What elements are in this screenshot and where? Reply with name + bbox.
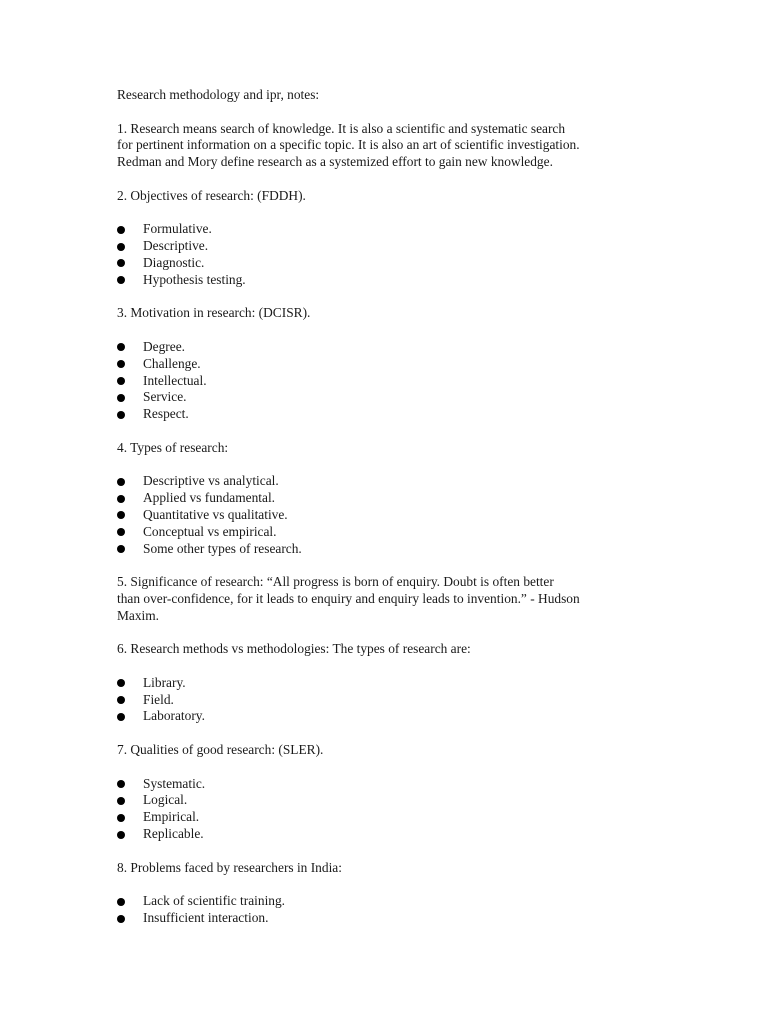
list-item — [117, 708, 657, 725]
section-3-bullet-list — [117, 221, 657, 288]
list-item-text: Descriptive. — [143, 238, 209, 254]
bullet-icon — [117, 898, 125, 906]
bullet-icon — [117, 276, 125, 284]
list-item-text: Conceptual vs empirical. — [143, 523, 277, 539]
list-item — [117, 792, 657, 809]
bullet-icon — [117, 797, 125, 805]
list-item — [117, 238, 657, 255]
bullet-icon — [117, 831, 125, 839]
bullet-icon — [117, 343, 125, 351]
bullet-icon — [117, 679, 125, 687]
document-title: Research methodology and ipr, notes: — [117, 87, 320, 102]
document-body — [117, 87, 657, 944]
list-item-text: Service. — [143, 389, 187, 405]
list-item — [117, 406, 657, 423]
list-item — [117, 541, 657, 558]
section-5-bullet-list — [117, 339, 657, 423]
bullet-icon — [117, 259, 125, 267]
bullet-icon — [117, 545, 125, 553]
section-14-bullet-list — [117, 893, 657, 927]
list-item — [117, 356, 657, 373]
bullet-icon — [117, 495, 125, 503]
section-1-paragraph — [117, 121, 657, 171]
list-item-text: Quantitative vs qualitative. — [143, 506, 288, 522]
list-item-text: Applied vs fundamental. — [143, 490, 276, 506]
list-item — [117, 339, 657, 356]
bullet-icon — [117, 713, 125, 721]
bullet-icon — [117, 814, 125, 822]
bullet-icon — [117, 780, 125, 788]
list-item-text: Some other types of research. — [143, 540, 302, 556]
paragraph-line: 4. Types of research: — [117, 439, 229, 455]
paragraph-line: 7. Qualities of good research: (SLER). — [117, 742, 324, 758]
list-item — [117, 255, 657, 272]
list-item — [117, 893, 657, 910]
paragraph-line: 5. Significance of research: “All progress is born of enquiry. Doubt is often better — [117, 574, 554, 590]
list-item — [117, 675, 657, 692]
paragraph-line: for pertinent information on a specific topic. It is also an art of scientific investigation. — [117, 137, 580, 153]
list-item — [117, 692, 657, 709]
list-item-text: Hypothesis testing. — [143, 271, 246, 287]
bullet-icon — [117, 511, 125, 519]
bullet-icon — [117, 394, 125, 402]
section-12-bullet-list — [117, 776, 657, 843]
list-item — [117, 272, 657, 289]
paragraph-line: 2. Objectives of research: (FDDH). — [117, 187, 306, 203]
list-item — [117, 910, 657, 927]
list-item-text: Library. — [143, 674, 186, 690]
section-2-paragraph — [117, 188, 657, 205]
list-item-text: Field. — [143, 691, 174, 707]
section-13-paragraph — [117, 860, 657, 877]
bullet-icon — [117, 528, 125, 536]
list-item-text: Formulative. — [143, 221, 212, 237]
list-item — [117, 221, 657, 238]
bullet-icon — [117, 377, 125, 385]
list-item-text: Respect. — [143, 406, 189, 422]
paragraph-line: Maxim. — [117, 607, 160, 623]
paragraph-line: 3. Motivation in research: (DCISR). — [117, 305, 311, 321]
paragraph-line: 6. Research methods vs methodologies: The types of research are: — [117, 641, 471, 657]
paragraph-line: 1. Research means search of knowledge. It is also a scientific and systematic search — [117, 120, 566, 136]
list-item — [117, 776, 657, 793]
list-item — [117, 373, 657, 390]
list-item-text: Systematic. — [143, 775, 206, 791]
list-item — [117, 524, 657, 541]
list-item — [117, 473, 657, 490]
list-item-text: Intellectual. — [143, 372, 207, 388]
list-item-text: Diagnostic. — [143, 254, 205, 270]
bullet-icon — [117, 478, 125, 486]
list-item-text: Challenge. — [143, 355, 201, 371]
list-item — [117, 490, 657, 507]
paragraph-line: 8. Problems faced by researchers in India: — [117, 859, 342, 875]
bullet-icon — [117, 360, 125, 368]
bullet-icon — [117, 411, 125, 419]
list-item — [117, 809, 657, 826]
section-9-paragraph — [117, 641, 657, 658]
bullet-icon — [117, 243, 125, 251]
bullet-icon — [117, 226, 125, 234]
section-7-bullet-list — [117, 473, 657, 557]
list-item-text: Replicable. — [143, 826, 204, 842]
section-11-paragraph — [117, 742, 657, 759]
section-6-paragraph — [117, 440, 657, 457]
list-item — [117, 507, 657, 524]
paragraph-line: than over-confidence, for it leads to enquiry and enquiry leads to invention.” - Hudson — [117, 590, 580, 606]
list-item-text: Laboratory. — [143, 708, 205, 724]
list-item — [117, 826, 657, 843]
section-4-paragraph — [117, 305, 657, 322]
list-item-text: Empirical. — [143, 809, 200, 825]
list-item-text: Lack of scientific training. — [143, 893, 286, 909]
bullet-icon — [117, 915, 125, 923]
list-item-text: Degree. — [143, 338, 186, 354]
paragraph-line: Redman and Mory define research as a systemized effort to gain new knowledge. — [117, 154, 553, 170]
list-item-text: Insufficient interaction. — [143, 910, 269, 926]
bullet-icon — [117, 696, 125, 704]
section-8-paragraph — [117, 574, 657, 624]
list-item — [117, 389, 657, 406]
list-item-text: Descriptive vs analytical. — [143, 473, 279, 489]
section-10-bullet-list — [117, 675, 657, 725]
list-item-text: Logical. — [143, 792, 188, 808]
